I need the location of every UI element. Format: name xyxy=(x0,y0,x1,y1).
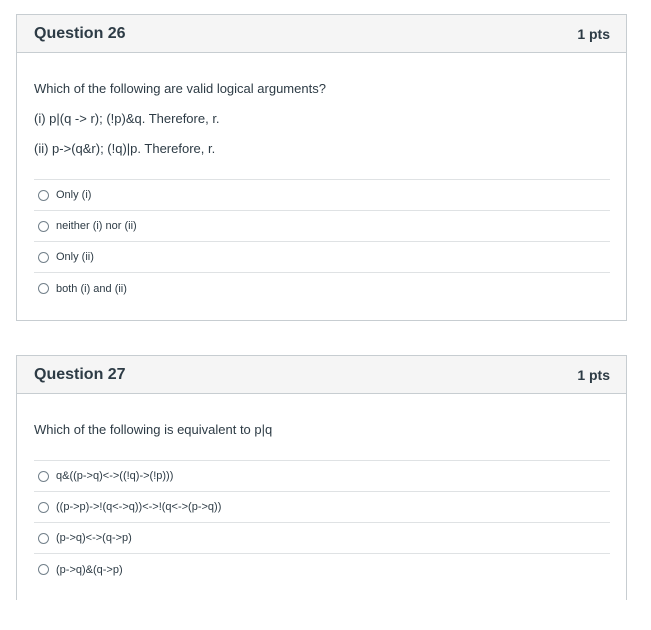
question-text-premise-1: (i) p|(q -> r); (!p)&q. Therefore, r. xyxy=(34,111,220,126)
radio-button[interactable] xyxy=(38,533,49,544)
question-body xyxy=(17,53,626,304)
question-points: 1 pts xyxy=(577,366,610,383)
answer-label[interactable]: both (i) and (ii) xyxy=(56,282,127,295)
answer-label[interactable]: q&((p->q)<->((!q)->(!p))) xyxy=(56,470,174,482)
question-header xyxy=(17,15,626,53)
question-title: Question 26 xyxy=(34,24,126,42)
answer-option-2[interactable] xyxy=(34,492,610,523)
radio-button[interactable] xyxy=(38,564,49,575)
answer-list xyxy=(34,460,610,585)
question-header xyxy=(17,356,626,394)
answer-option-4[interactable] xyxy=(34,273,610,304)
answer-label[interactable]: ((p->p)->!(q<->q))<->!(q<->(p->q)) xyxy=(56,501,222,513)
answer-option-1[interactable] xyxy=(34,461,610,492)
question-text-premise-2: (ii) p->(q&r); (!q)|p. Therefore, r. xyxy=(34,141,216,156)
question-27-card xyxy=(16,355,627,600)
answer-label[interactable]: Only (i) xyxy=(56,189,92,201)
question-text: Which of the following is equivalent to p|q xyxy=(34,422,273,437)
answer-label[interactable]: (p->q)<->(q->p) xyxy=(56,532,132,544)
question-text: Which of the following are valid logical arguments? xyxy=(34,81,326,96)
radio-button[interactable] xyxy=(38,190,49,201)
answer-option-2[interactable] xyxy=(34,211,610,242)
answer-label[interactable]: neither (i) nor (ii) xyxy=(56,220,137,232)
answer-option-3[interactable] xyxy=(34,242,610,273)
answer-label[interactable]: (p->q)&(q->p) xyxy=(56,563,123,576)
answer-option-4[interactable] xyxy=(34,554,610,585)
radio-button[interactable] xyxy=(38,471,49,482)
radio-button[interactable] xyxy=(38,221,49,232)
question-title: Question 27 xyxy=(34,365,126,383)
answer-list xyxy=(34,179,610,304)
radio-button[interactable] xyxy=(38,283,49,294)
question-body xyxy=(17,394,626,585)
answer-label[interactable]: Only (ii) xyxy=(56,251,94,263)
radio-button[interactable] xyxy=(38,502,49,513)
radio-button[interactable] xyxy=(38,252,49,263)
answer-option-3[interactable] xyxy=(34,523,610,554)
question-points: 1 pts xyxy=(577,25,610,42)
question-26-card xyxy=(16,14,627,321)
answer-option-1[interactable] xyxy=(34,180,610,211)
